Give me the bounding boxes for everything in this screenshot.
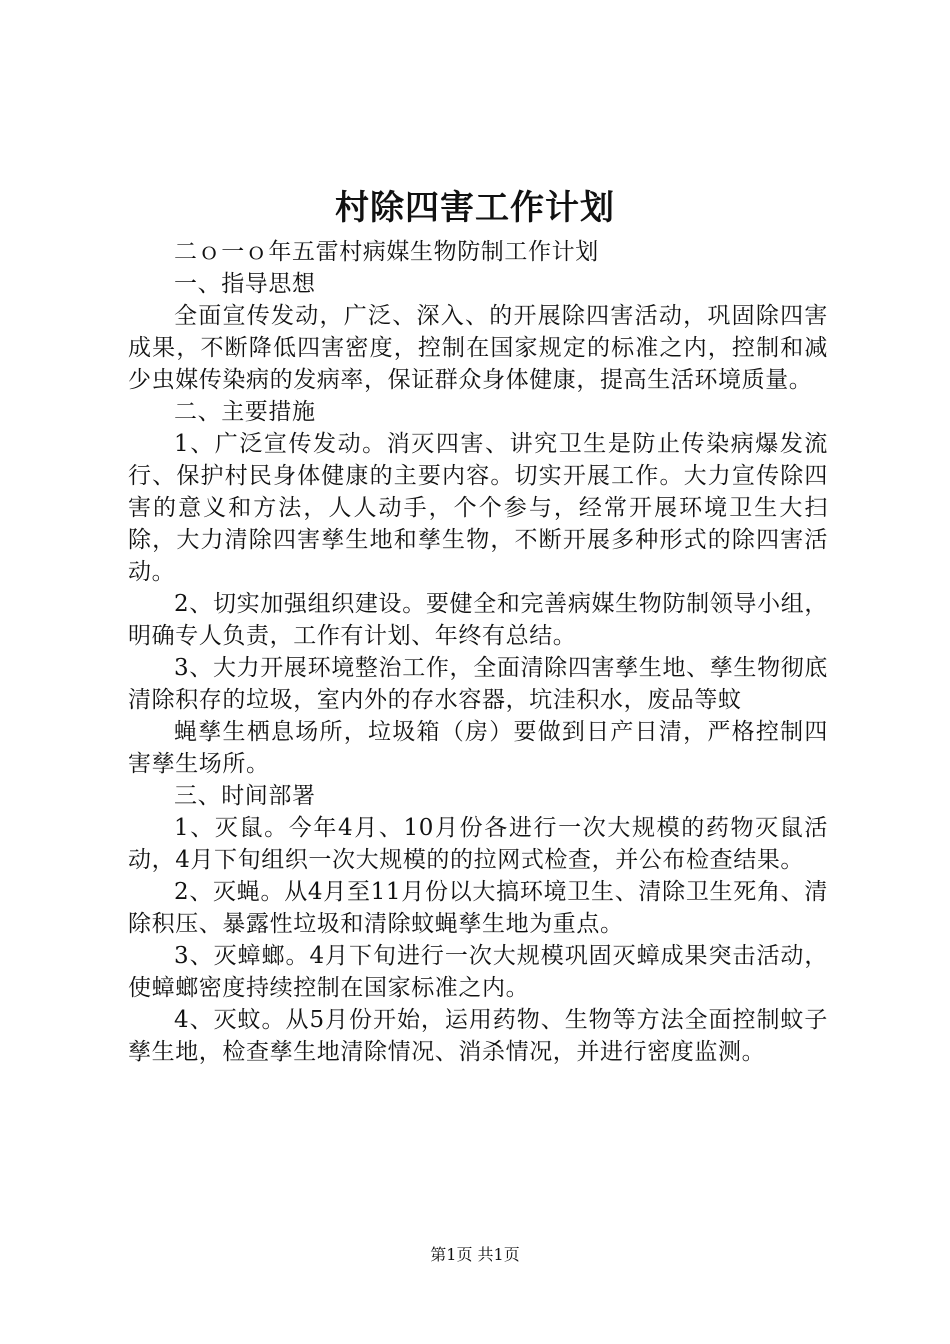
plan-subtitle: 二ｏ一ｏ年五雷村病媒生物防制工作计划 xyxy=(174,239,599,265)
paragraph-measure-1: 1、广泛宣传发动。消灭四害、讲究卫生是防止传染病爆发流行、保护村民身体健康的主要内容。切实开展工作。大力宣传除四害的意义和方法，人人动手，个个参与，经常开展环境卫生大扫除，大力清除四害孳生地和孳生物，不断开展多种形式的除四害活动。 xyxy=(128,431,828,585)
paragraph-schedule-mosquitoes: 4、灭蚊。从5月份开始，运用药物、生物等方法全面控制蚊子孳生地，检查孳生地清除情况、消杀情况，并进行密度监测。 xyxy=(128,1007,828,1065)
paragraph-schedule-flies: 2、灭蝇。从4月至11月份以大搞环境卫生、清除卫生死角、清除积压、暴露性垃圾和清除蚊蝇孳生地为重点。 xyxy=(128,879,828,937)
paragraph-schedule-rats: 1、灭鼠。今年4月、10月份各进行一次大规模的药物灭鼠活动，4月下旬组织一次大规模的的拉网式检查，并公布检查结果。 xyxy=(128,815,828,873)
document-title: 村除四害工作计划 xyxy=(335,188,615,228)
section-heading-schedule: 三、时间部署 xyxy=(174,783,316,809)
paragraph-guiding-ideology: 全面宣传发动，广泛、深入、的开展除四害活动，巩固除四害成果，不断降低四害密度，控制在国家规定的标准之内，控制和减少虫媒传染病的发病率，保证群众身体健康，提高生活环境质量。 xyxy=(128,303,828,393)
paragraph-measure-3: 3、大力开展环境整治工作，全面清除四害孳生地、孳生物彻底清除积存的垃圾，室内外的存水容器，坑洼积水，废品等蚊 xyxy=(128,655,828,713)
paragraph-measure-3-continued: 蝇孳生栖息场所，垃圾箱（房）要做到日产日清，严格控制四害孳生场所。 xyxy=(128,719,828,777)
paragraph-measure-2: 2、切实加强组织建设。要健全和完善病媒生物防制领导小组，明确专人负责，工作有计划、年终有总结。 xyxy=(128,591,828,649)
section-heading-main-measures: 二、主要措施 xyxy=(174,399,316,425)
page-footer: 第1页 共1页 xyxy=(430,1245,520,1264)
document-body xyxy=(128,236,828,1068)
paragraph-schedule-cockroaches: 3、灭蟑螂。4月下旬进行一次大规模巩固灭蟑成果突击活动，使蟑螂密度持续控制在国家标准之内。 xyxy=(128,943,828,1001)
section-heading-guiding-ideology: 一、指导思想 xyxy=(174,271,316,297)
